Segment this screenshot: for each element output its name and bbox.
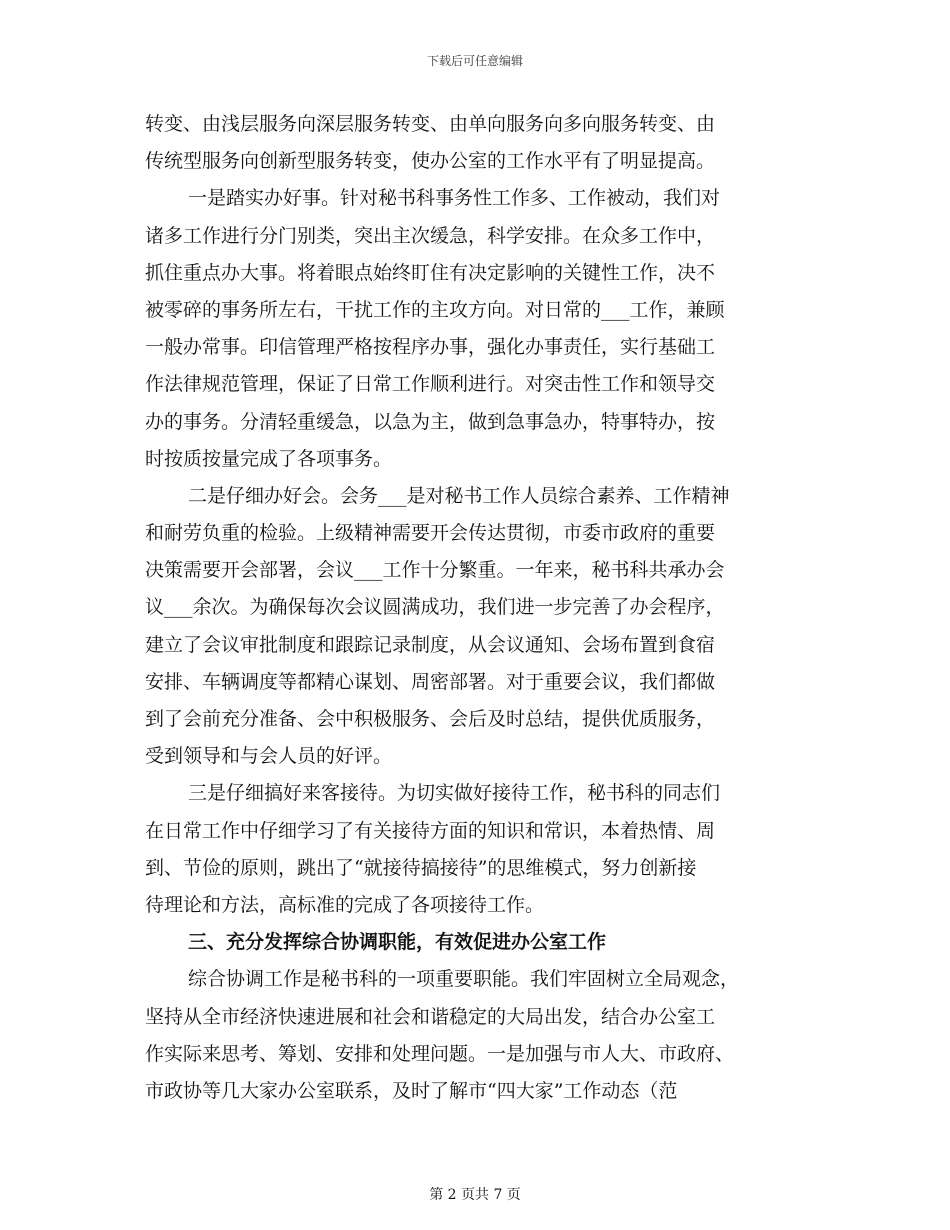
body-text-line: 作实际来思考、筹划、安排和处理问题。一是加强与市人大、市政府、 <box>145 1042 735 1065</box>
body-text-line: 坚持从全市经济快速进展和社会和谐稳定的大局出发，结合办公室工 <box>145 1005 716 1028</box>
body-text-line: 受到领导和与会人员的好评。 <box>145 745 393 768</box>
body-text-line: 三是仔细搞好来客接待。为切实做好接待工作，秘书科的同志们 <box>188 782 721 805</box>
page-number: 第 2 页共 7 页 <box>429 1187 521 1203</box>
body-text-line: 一般办常事。印信管理严格按程序办事，强化办事责任，实行基础工 <box>145 336 716 359</box>
body-text-line: 二是仔细办好会。会务___是对秘书工作人员综合素养、工作精神 <box>188 484 730 507</box>
body-text-line: 和耐劳负重的检验。上级精神需要开会传达贯彻，市委市政府的重要 <box>145 522 716 545</box>
body-text-line: 到、节俭的原则，跳出了“就接待搞接待”的思维模式，努力创新接 <box>145 856 697 879</box>
body-text-line: 市政协等几大家办公室联系，及时了解市“四大家”工作动态（范 <box>145 1079 678 1102</box>
body-text-line: 建立了会议审批制度和跟踪记录制度，从会议通知、会场布置到食宿 <box>145 633 716 656</box>
body-text-line: 被零碎的事务所左右，干扰工作的主攻方向。对日常的___工作，兼顾 <box>145 298 725 321</box>
body-text-line: 决策需要开会部署，会议___工作十分繁重。一年来，秘书科共承办会 <box>145 559 725 582</box>
body-text-line: 议___余次。为确保每次会议圆满成功，我们进一步完善了办会程序， <box>145 596 725 619</box>
body-text-line: 抓住重点办大事。将着眼点始终盯住有决定影响的关键性工作，决不 <box>145 261 716 284</box>
section-heading: 三、充分发挥综合协调职能，有效促进办公室工作 <box>188 931 607 954</box>
body-text-line: 作法律规范管理，保证了日常工作顺利进行。对突击性工作和领导交 <box>145 373 716 396</box>
body-text-line: 在日常工作中仔细学习了有关接待方面的知识和常识，本着热情、周 <box>145 819 716 842</box>
body-text-line: 综合协调工作是秘书科的一项重要职能。我们牢固树立全局观念， <box>188 968 740 991</box>
body-text-line: 办的事务。分清轻重缓急，以急为主，做到急事急办，特事特办，按 <box>145 410 716 433</box>
body-text-line: 安排、车辆调度等都精心谋划、周密部署。对于重要会议，我们都做 <box>145 670 716 693</box>
body-text-line: 转变、由浅层服务向深层服务转变、由单向服务向多向服务转变、由 <box>145 113 716 135</box>
body-text-line: 诸多工作进行分门别类，突出主次缓急，科学安排。在众多工作中， <box>145 224 716 247</box>
page-header-note: 下载后可任意编辑 <box>426 54 523 68</box>
body-text-line: 传统型服务向创新型服务转变，使办公室的工作水平有了明显提高。 <box>145 150 716 173</box>
body-text-line: 到了会前充分准备、会中积极服务、会后及时总结，提供优质服务， <box>145 708 716 730</box>
document-body <box>145 106 810 1110</box>
body-text-line: 待理论和方法，高标准的完成了各项接待工作。 <box>145 893 545 916</box>
body-text-line: 时按质按量完成了各项事务。 <box>145 447 393 470</box>
body-text-line: 一是踏实办好事。针对秘书科事务性工作多、工作被动，我们对 <box>188 187 721 210</box>
